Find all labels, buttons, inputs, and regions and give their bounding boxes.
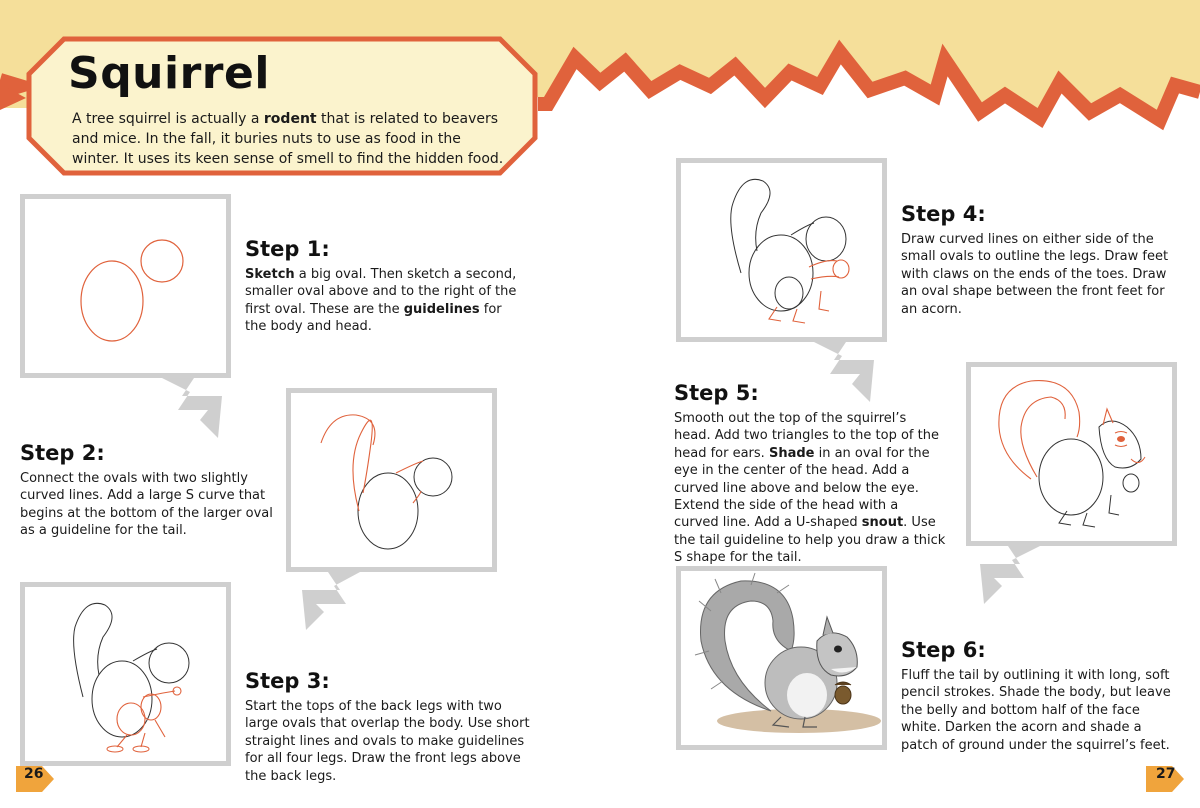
step-3-heading: Step 3:: [245, 669, 330, 693]
step-1-frame: [20, 194, 231, 378]
step-3-sketch: [25, 587, 226, 761]
step-5-frame: [966, 362, 1177, 546]
step-4-frame: [676, 158, 887, 342]
step-4-heading: Step 4:: [901, 202, 986, 226]
arrow-1-icon: [160, 378, 230, 440]
page-title: Squirrel: [68, 48, 270, 99]
step-6-illustration: [681, 571, 882, 745]
page-number-left: 26: [24, 766, 44, 782]
step-4-sketch: [681, 163, 882, 337]
step-1-sketch: [25, 199, 226, 373]
step-6-text: Fluff the tail by outlining it with long, soft pencil strokes. Shade the body, but leave the belly and bottom half of the face white. Darken the acorn and shade a patch of ground under the squirrel’s feet.: [901, 668, 1171, 753]
step-6-frame: [676, 566, 887, 750]
step-4-text: Draw curved lines on either side of the small ovals to outline the legs. Draw feet with claws on the ends of the toes. Draw an oval shape between the front feet for an acorn.: [901, 232, 1169, 317]
arrow-2-icon: [300, 572, 362, 632]
step-3-text: Start the tops of the back legs with two large ovals that overlap the body. Use short straight lines and ovals to make guidelines for all four legs. Draw the front legs above the back legs.: [245, 699, 530, 784]
step-2-frame: [286, 388, 497, 572]
step-1-heading: Step 1:: [245, 237, 330, 261]
arrow-5-icon: [976, 546, 1042, 608]
step-5-text: Smooth out the top of the squirrel’s head. Add two triangles to the top of the head for ears. Shade in an oval for the eye in the center of the head. Add a curved line above and below the eye. Extend the side of the head with a curved line. Add a U-shaped snout. Use the tail guideline to help you draw a thick S shape for the tail.: [674, 411, 946, 566]
step-2-heading: Step 2:: [20, 441, 105, 465]
step-2-text: Connect the ovals with two slightly curved lines. Add a large S curve that begins at the bottom of the larger oval as a guideline for the tail.: [20, 471, 273, 539]
intro-text: A tree squirrel is actually a rodent that is related to beavers and mice. In the fall, it buries nuts to use as food in the winter. It uses its keen sense of smell to find the hidden food.: [72, 111, 504, 167]
page-number-right: 27: [1156, 766, 1176, 782]
step-2-sketch: [291, 393, 492, 567]
step-5-heading: Step 5:: [674, 381, 759, 405]
step-1-text: Sketch a big oval. Then sketch a second, smaller oval above and to the right of the first oval. These are the guidelines for the body and head.: [245, 267, 517, 335]
step-6-heading: Step 6:: [901, 638, 986, 662]
step-5-sketch: [971, 367, 1172, 541]
arrow-4-icon: [812, 342, 880, 404]
step-3-frame: [20, 582, 231, 766]
